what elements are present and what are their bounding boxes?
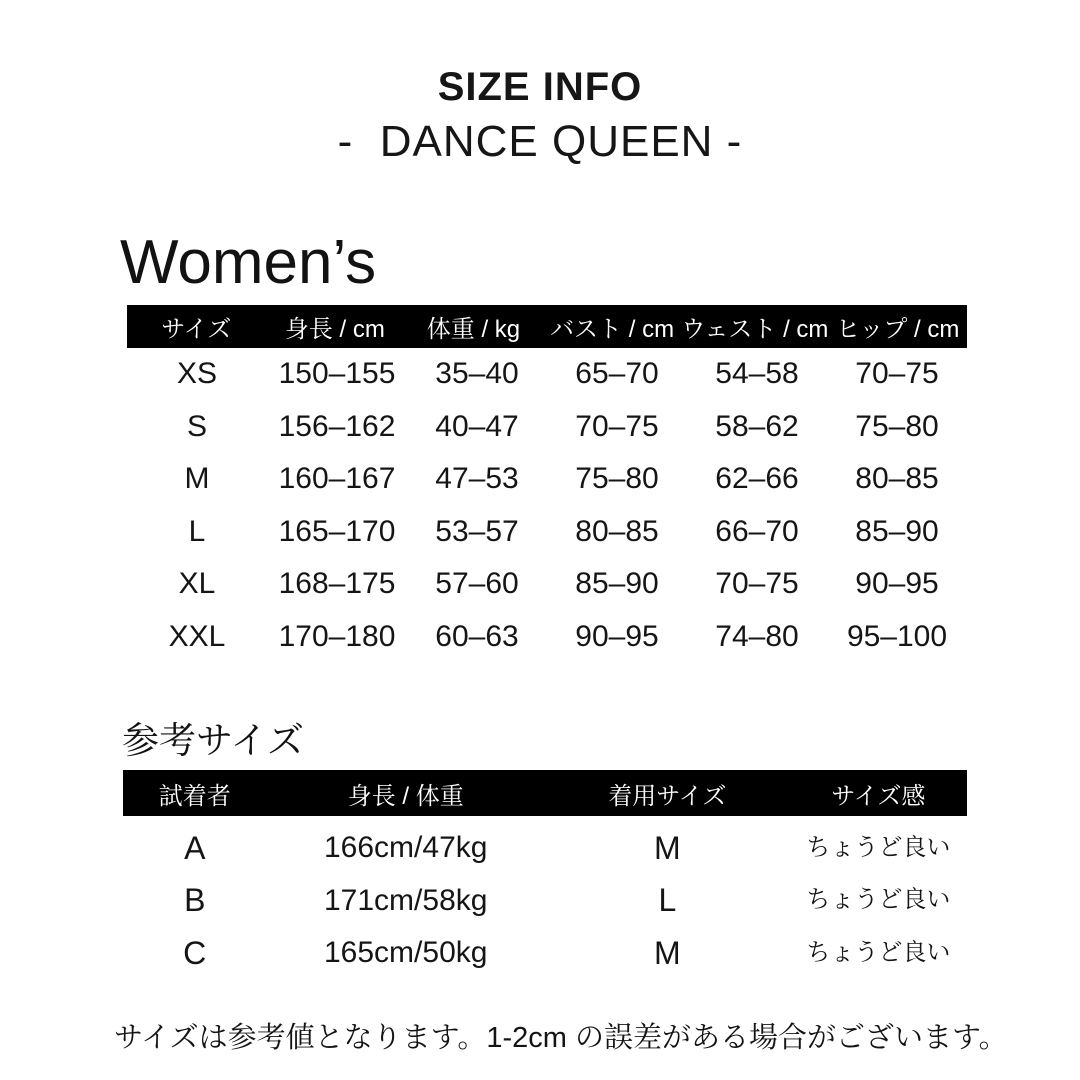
table-row-xl	[127, 558, 967, 611]
table-header-cell-waist: ウェスト / cm	[681, 316, 829, 343]
table-cell: M	[184, 462, 210, 496]
table-header-row	[127, 305, 967, 348]
table-cell: XXL	[168, 619, 226, 653]
table-cell: 85–90	[855, 514, 939, 548]
table-cell: 70–75	[715, 567, 799, 601]
womens-section-heading: Women’s	[120, 228, 377, 297]
table-header-cell-hip: ヒップ / cm	[836, 316, 960, 343]
table-cell: XS	[176, 357, 218, 391]
table-cell: 165–170	[278, 514, 396, 548]
table-cell: ちょうど良い	[806, 886, 951, 914]
reference-section-heading: 参考サイズ	[122, 720, 305, 761]
table-row-c	[123, 927, 967, 980]
table-row-l	[127, 506, 967, 559]
table-body	[123, 816, 967, 980]
title-block	[0, 64, 1080, 168]
table-cell: 80–85	[575, 514, 659, 548]
table-cell: 170–180	[278, 619, 396, 653]
table-row-a	[123, 822, 967, 875]
table-cell: M	[654, 829, 681, 866]
table-cell: 75–80	[575, 462, 659, 496]
page-subtitle: - DANCE QUEEN -	[337, 117, 743, 166]
table-cell: M	[654, 934, 681, 971]
table-header-cell-height-weight: 身長 / 体重	[347, 782, 464, 810]
page-title: SIZE INFO	[437, 65, 643, 109]
table-cell: 62–66	[715, 462, 799, 496]
table-cell: L	[658, 882, 677, 919]
table-row-b	[123, 875, 967, 928]
table-row-xxl	[127, 611, 967, 664]
footer-disclaimer-note: サイズは参考値となります。1-2cm の誤差がある場合がございます。	[114, 1022, 1008, 1054]
table-cell: 166cm/47kg	[324, 831, 488, 865]
table-cell: ちょうど良い	[806, 833, 951, 861]
table-cell: L	[188, 514, 206, 548]
table-body	[127, 348, 967, 663]
table-cell: 70–75	[855, 357, 939, 391]
table-header-cell-weight: 体重 / kg	[426, 316, 521, 343]
table-cell: 90–95	[575, 619, 659, 653]
reference-size-table	[123, 770, 967, 980]
table-cell: 165cm/50kg	[324, 936, 488, 970]
table-header-cell-size: サイズ	[161, 316, 232, 343]
table-row-m	[127, 453, 967, 506]
table-cell: 74–80	[715, 619, 799, 653]
table-cell: B	[184, 882, 206, 919]
table-cell: 54–58	[715, 357, 799, 391]
table-cell: 75–80	[855, 409, 939, 443]
table-cell: 171cm/58kg	[324, 883, 488, 917]
table-cell: 90–95	[855, 567, 939, 601]
table-cell: 40–47	[435, 409, 519, 443]
table-cell: S	[186, 409, 207, 443]
table-cell: 95–100	[846, 619, 948, 653]
table-cell: A	[184, 829, 206, 866]
table-cell: 150–155	[278, 357, 396, 391]
table-cell: 47–53	[435, 462, 519, 496]
table-cell: C	[183, 934, 207, 971]
table-cell: 53–57	[435, 514, 519, 548]
table-header-cell-bust: バスト / cm	[550, 316, 675, 343]
table-row-xs	[127, 348, 967, 401]
table-cell: 160–167	[278, 462, 396, 496]
table-cell: 156–162	[278, 409, 396, 443]
womens-size-table	[127, 305, 967, 663]
table-cell: 80–85	[855, 462, 939, 496]
table-header-cell-fit-feel: サイズ感	[831, 782, 926, 810]
table-cell: 70–75	[575, 409, 659, 443]
table-cell: 57–60	[435, 567, 519, 601]
table-cell: 60–63	[435, 619, 519, 653]
table-cell: 66–70	[715, 514, 799, 548]
table-header-row	[123, 770, 967, 816]
table-cell: 35–40	[435, 357, 519, 391]
table-cell: 65–70	[575, 357, 659, 391]
table-cell: ちょうど良い	[806, 938, 951, 966]
table-header-cell-height: 身長 / cm	[284, 316, 385, 343]
table-header-cell-fitter: 試着者	[158, 782, 231, 810]
table-header-cell-worn-size: 着用サイズ	[608, 782, 727, 810]
table-row-s	[127, 401, 967, 454]
table-cell: 168–175	[278, 567, 396, 601]
table-cell: 85–90	[575, 567, 659, 601]
table-cell: 58–62	[715, 409, 799, 443]
table-cell: XL	[178, 567, 216, 601]
